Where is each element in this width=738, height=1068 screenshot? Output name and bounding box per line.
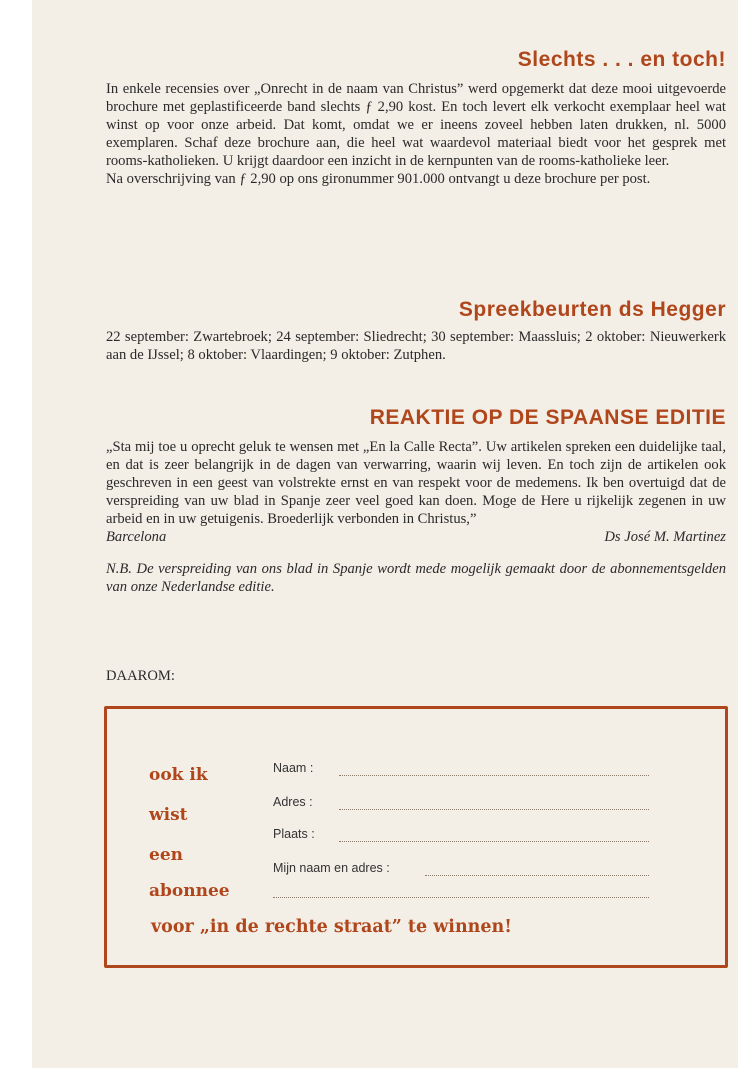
adres-label: Adres : (273, 795, 313, 809)
paragraph-girorekening: Na overschrijving van ƒ 2,90 op ons gironummer 901.000 ontvangt u deze brochure per post. (106, 171, 651, 187)
naam-label: Naam : (273, 761, 314, 775)
letter-quote: „Sta mij toe u oprecht geluk te wensen met „En la Calle Recta”. Uw artikelen spreken een duidelijke taal, en dat is zeer belangrijk in de dagen van verwarring, waarin wij leven. En toch zijn de artikelen ook geschreven in een geest van volstrekte ernst en van respekt voor de medemens. Ik ben overtuigd dat de verspreiding van uw blad in Spanje zeer veel goed kan doen. Moge de Here u rijkelijk zegenen in uw arbeid en in uw getuigenis. Broederlijk verbonden in Christus,” (106, 439, 726, 527)
heading-slechts: Slechts . . . en toch! (517, 48, 726, 71)
daarom-label: DAAROM: (106, 668, 175, 684)
mijn-adres-field[interactable] (273, 897, 649, 898)
slogan-line-2: wist (149, 805, 188, 825)
heading-spreekbeurten: Spreekbeurten ds Hegger (458, 298, 726, 321)
slogan-line-1: ook ik (149, 765, 208, 785)
paragraph-spreekbeurten (106, 328, 726, 364)
naam-field[interactable] (339, 775, 649, 776)
adres-field[interactable] (339, 809, 649, 810)
signature-row (106, 528, 726, 546)
page (32, 0, 738, 1068)
section-slechts-body (106, 80, 726, 188)
subscription-box (104, 706, 728, 968)
paragraph-brochure: In enkele recensies over „Onrecht in de naam van Christus” werd opgemerkt dat deze mooi uitgevoerde brochure met geplastificeerde band slechts ƒ 2,90 kost. En toch levert elk verkocht exemplaar heel wat winst op voor onze arbeid. Dat komt, omdat we er ineens zoveel hebben laten drukken, nl. 5000 exemplaren. Schaf deze brochure aan, die heel wat waardevol materiaal biedt voor het gesprek met rooms-katholieken. U krijgt daardoor een inzicht in de kernpunten van de rooms-katholieke leer. (106, 81, 726, 169)
speaking-schedule: 22 september: Zwartebroek; 24 september: Sliedrecht; 30 september: Maassluis; 2 oktober: Nieuwerkerk aan de IJssel; 8 oktober: Vlaardingen; 9 oktober: Zutphen. (106, 329, 726, 363)
footer-slogan: voor „in de rechte straat” te winnen! (151, 917, 512, 937)
letter-city: Barcelona (106, 529, 167, 545)
letter-signature: Ds José M. Martinez (604, 529, 726, 545)
heading-reaktie: REAKTIE OP DE SPAANSE EDITIE (369, 406, 726, 429)
plaats-field[interactable] (339, 841, 649, 842)
plaats-label: Plaats : (273, 827, 315, 841)
mijn-naam-label: Mijn naam en adres : (273, 861, 390, 875)
note-nb: N.B. De verspreiding van ons blad in Spanje wordt mede mogelijk gemaakt door de abonnementsgelden van onze Nederlandse editie. (106, 561, 726, 595)
section-reaktie-body (106, 438, 726, 596)
slogan-line-4: abonnee (149, 881, 230, 901)
slogan-line-3: een (149, 845, 183, 865)
mijn-naam-field[interactable] (425, 875, 649, 876)
